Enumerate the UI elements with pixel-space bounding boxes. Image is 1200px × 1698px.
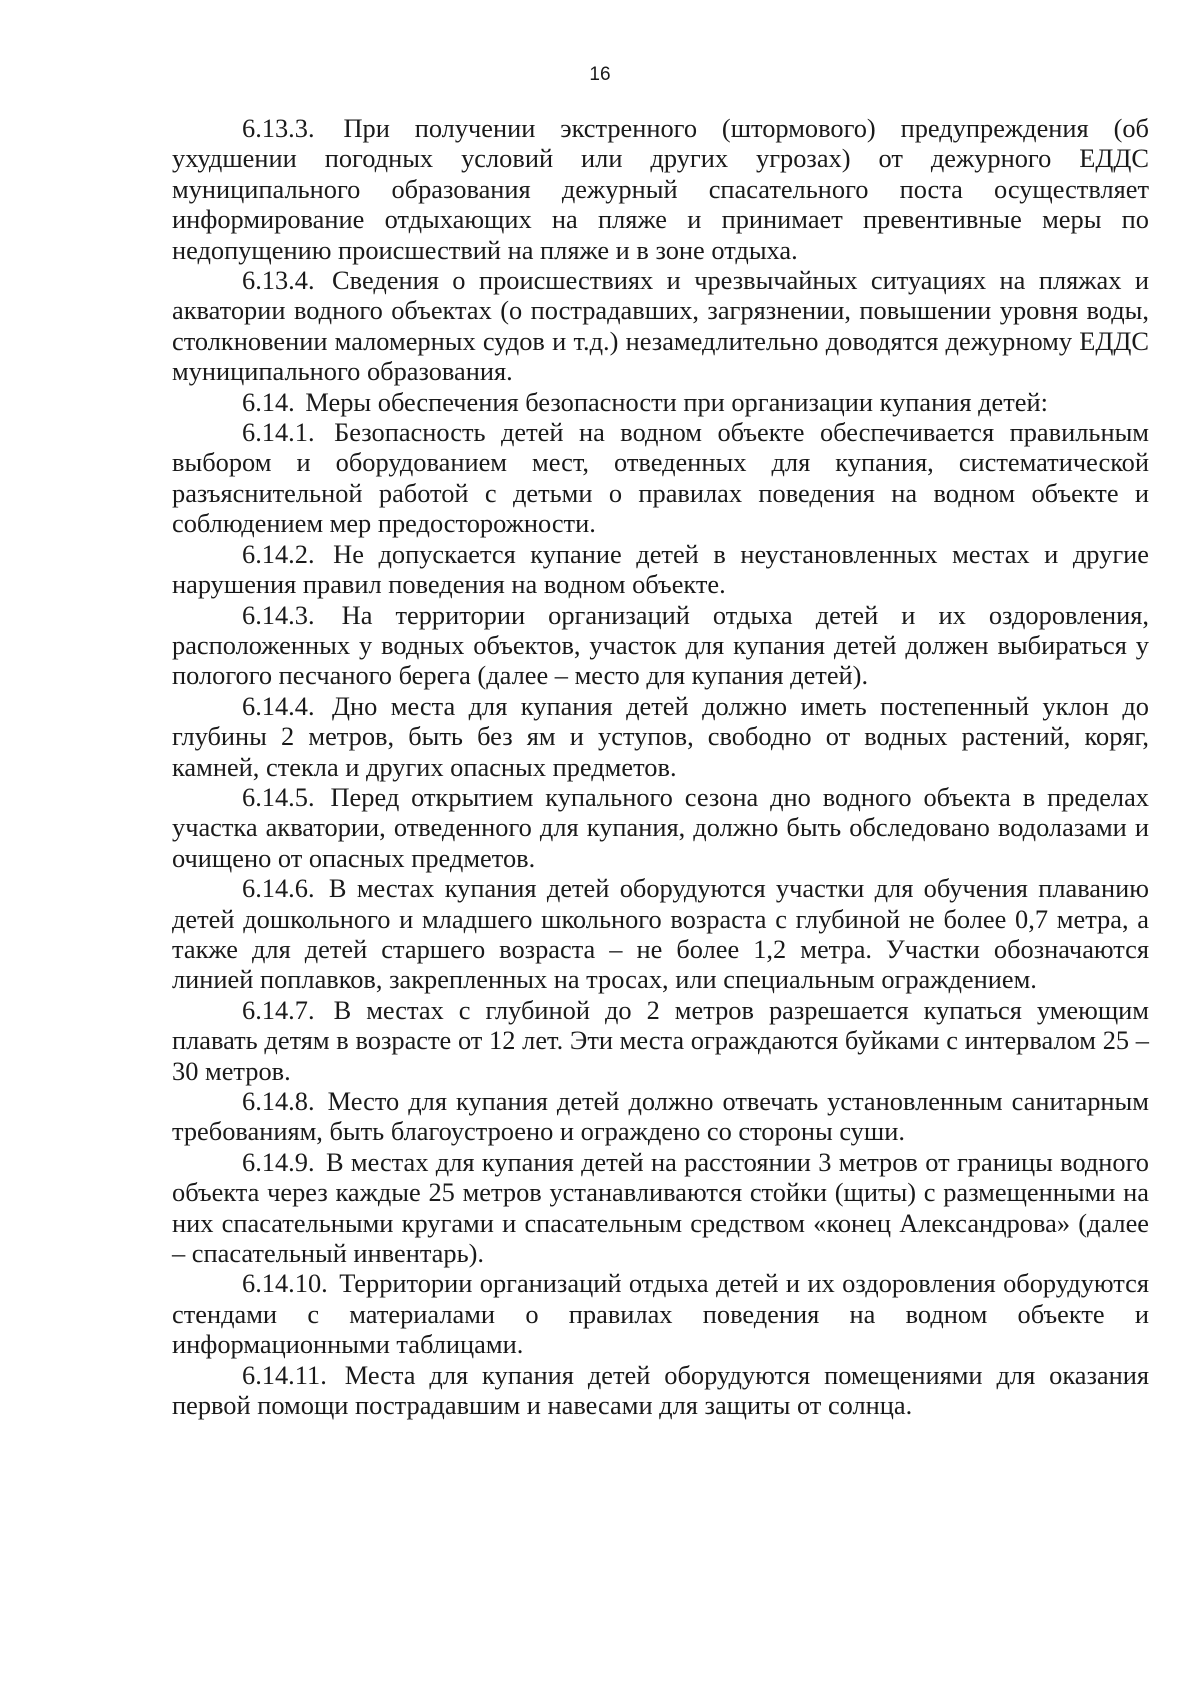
paragraph-6-13-4 [172, 265, 1149, 387]
paragraph-text: Территории организаций отдыха детей и их оздоровления оборудуются стендами с материалами о правилах поведения на водном объекте и информационными таблицами. [172, 1268, 1149, 1360]
paragraph-6-13-3 [172, 113, 1149, 265]
paragraph-6-14-11 [172, 1360, 1149, 1421]
paragraph-text: Места для купания детей оборудуются помещениями для оказания первой помощи пострадавшим и навесами для защиты от солнца. [172, 1359, 1149, 1421]
paragraph-number: 6.14.8. [242, 1086, 315, 1116]
paragraph-text: Дно места для купания детей должно иметь постепенный уклон до глубины 2 метров, быть без ям и уступов, свободно от водных растений, коряг, камней, стекла и других опасных предметов. [172, 690, 1149, 782]
paragraph-number: 6.14.6. [242, 873, 315, 904]
paragraph-number: 6.14.5. [242, 781, 315, 812]
paragraph-text: Безопасность детей на водном объекте обеспечивается правильным выбором и оборудованием мест, отведенных для купания, систематической разъяснительной работой с детьми о правилах поведения на водном объекте и соблюдением мер предосторожности. [172, 417, 1149, 539]
paragraph-number: 6.14.1. [242, 417, 315, 448]
paragraph-text: Не допускается купание детей в неустановленных местах и другие нарушения правил поведения на водном объекте. [172, 538, 1149, 600]
paragraph-6-14-10 [172, 1268, 1149, 1359]
paragraph-number: 6.14.11. [242, 1359, 327, 1390]
paragraph-text: В местах для купания детей на расстоянии 3 метров от границы водного объекта через каждые 25 метров устанавливаются стойки (щиты) с размещенными на них спасательными кругами и спасательным средством «конец Александрова» (далее – спасательный инвентарь). [172, 1146, 1149, 1269]
paragraph-number: 6.13.4. [242, 265, 315, 296]
paragraph-6-14-8 [172, 1086, 1149, 1147]
paragraph-text: Место для купания детей должно отвечать установленным санитарным требованиям, быть благоустроено и ограждено со стороны суши. [172, 1086, 1149, 1147]
paragraph-number: 6.13.3. [242, 113, 315, 143]
paragraph-number: 6.14.2. [242, 538, 315, 569]
paragraph-number: 6.14.7. [242, 994, 315, 1025]
paragraph-6-14-5 [172, 782, 1149, 873]
paragraph-text: Сведения о происшествиях и чрезвычайных ситуациях на пляжах и акватории водного объектах (о пострадавших, загрязнении, повышении уровня воды, столкновении маломерных судов и т.д.) незамедлительно доводятся дежурному ЕДДС муниципального образования. [172, 265, 1149, 387]
paragraph-text: На территории организаций отдыха детей и их оздоровления, расположенных у водных объектов, участок для купания детей должен выбираться у пологого песчаного берега (далее – место для купания детей). [172, 599, 1149, 691]
paragraph-number: 6.14.3. [242, 599, 315, 630]
paragraph-6-14-3 [172, 600, 1149, 691]
paragraph-6-14-4 [172, 691, 1149, 782]
paragraph-text: В местах купания детей оборудуются участки для обучения плаванию детей дошкольного и младшего школьного возраста с глубиной не более 0,7 метра, а также для детей старшего возраста – не более 1,2 метра. Участки обозначаются линией поплавков, закрепленных на тросах, или специальным ограждением. [172, 873, 1149, 995]
paragraph-6-14-6 [172, 873, 1149, 995]
paragraph-number: 6.14.10. [242, 1268, 328, 1299]
paragraph-number: 6.14. [242, 386, 295, 417]
paragraph-6-14-7 [172, 995, 1149, 1086]
paragraph-6-14 [172, 387, 1149, 417]
paragraph-text: Перед открытием купального сезона дно водного объекта в пределах участка акватории, отведенного для купания, должно быть обследовано водолазами и очищено от опасных предметов. [172, 781, 1149, 873]
page-number: 16 [589, 64, 611, 85]
paragraph-text: При получении экстренного (штормового) предупреждения (об ухудшении погодных условий или других угрозах) от дежурного ЕДДС муниципального образования дежурный спасательного поста осуществляет информирование отдыхающих на пляже и принимает превентивные меры по недопущению происшествий на пляже и в зоне отдыха. [172, 113, 1149, 265]
paragraph-6-14-1 [172, 417, 1149, 539]
paragraph-6-14-9 [172, 1147, 1149, 1269]
paragraph-number: 6.14.9. [242, 1146, 315, 1177]
paragraph-number: 6.14.4. [242, 690, 315, 721]
paragraph-text: В местах с глубиной до 2 метров разрешается купаться умеющим плавать детям в возрасте от 12 лет. Эти места ограждаются буйками с интервалом 25 – 30 метров. [172, 994, 1149, 1086]
paragraph-text: Меры обеспечения безопасности при организации купания детей: [305, 386, 1048, 417]
paragraph-6-14-2 [172, 539, 1149, 600]
document-body [172, 113, 1149, 1420]
